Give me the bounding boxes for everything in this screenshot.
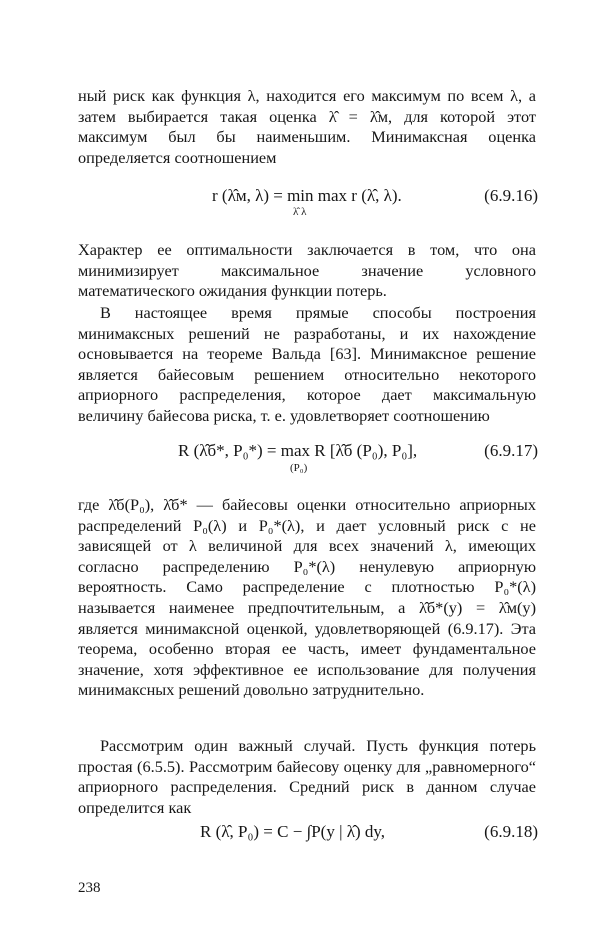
page-number: 238	[78, 880, 101, 896]
equation-number: (6.9.16)	[484, 186, 538, 205]
formula-6-9-16	[78, 186, 538, 230]
paragraph: где λ̂б(P₀), λ̂б* — байесовы оценки относительно априорных распределений P₀(λ) и P₀*(λ), и дает условный риск с не зависящей от λ величиной для всех значений λ, имеющих согласно распределению P₀*(λ) ненулевую априорную вероятность. Само распределение с плотностью P₀*(λ) называется наименее предпочтительным, а λ̂б*(y) = λ̂м(y) является минимаксной оценкой, удовлетворяющей (6.9.17). Эта теорема, особенно вторая ее часть, имеет фундаментальное значение, хотя эффективное ее использование для получения минимаксных решений довольно затруднительно.	[78, 495, 536, 700]
formula-expression: R (λ̂б*, P₀*) = max R [λ̂б (P₀), P₀],	[178, 441, 418, 460]
formula-subscript: (P₀)	[290, 462, 308, 474]
formula-subscript: λ̂ λ	[293, 206, 307, 218]
formula-6-9-18	[78, 822, 538, 866]
equation-number: (6.9.17)	[484, 441, 538, 460]
paragraph: Характер ее оптимальности заключается в том, что она минимизирует максимальное значение условного математического ожидания функции потерь.	[78, 240, 536, 301]
formula-expression: r (λ̂м, λ) = min max r (λ̂, λ).	[212, 186, 402, 205]
paragraph: ный риск как функция λ, находится его максимум по всем λ, а затем выбирается такая оценка λ̂ = λ̂м, для которой этот максимум был бы наименьшим. Минимаксная оценка определяется соотношением	[78, 86, 536, 167]
paragraph: В настоящее время прямые способы построения минимаксных решений не разработаны, и их нахождение основывается на теореме Вальда [63]. Минимаксное решение является байесовым решением относительно некоторого априорного распределения, которое дает максимальную величину байесова риска, т. е. удовлетворяет соотношению	[78, 303, 536, 425]
formula-expression: R (λ̂, P₀) = C − ∫P(y | λ̂) dy,	[200, 822, 386, 841]
equation-number: (6.9.18)	[484, 822, 538, 841]
paragraph: Рассмотрим один важный случай. Пусть функция потерь простая (6.5.5). Рассмотрим байесову оценку для „равномерного“ априорного распределения. Средний риск в данном случае определится как	[78, 736, 536, 817]
formula-6-9-17	[78, 441, 538, 485]
